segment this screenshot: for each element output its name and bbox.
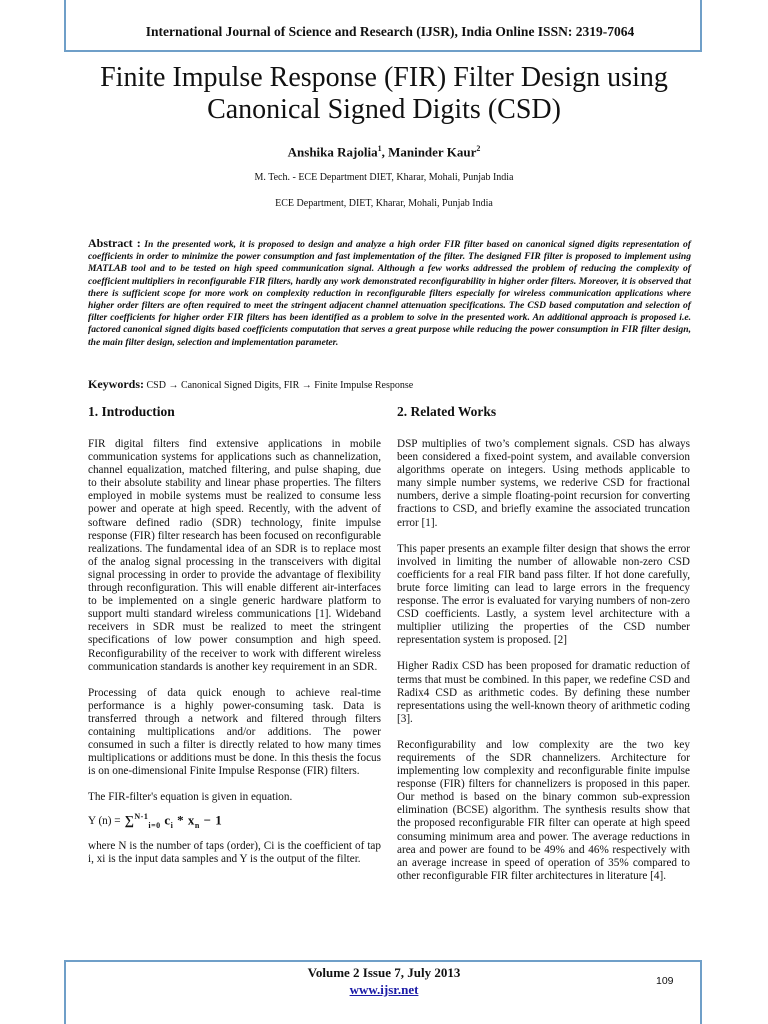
sum-symbol: ∑ [124,812,135,828]
journal-website-link[interactable]: www.ijsr.net [349,982,419,997]
equation-lhs: Y (n) = [88,815,121,828]
author-separator: , [381,144,389,160]
equation-formula [125,812,223,830]
related-paragraph-1: DSP multiplies of two’s complement signals. CSD has always been considered a fixed-point system, and available conversion algorithms operate on integers. Using methods applicable to many simple number systems, we rederive CSD for fractional numbers, derive a simple floating-point recursion for converting fractions to CSD, and briefly examine the associated truncation error [1]. [397,438,690,529]
title-line-2: Canonical Signed Digits (CSD) [207,94,561,125]
equation-times: * x [173,812,195,828]
keywords-text: CSD → Canonical Signed Digits, FIR → Finite Impulse Response [144,380,414,391]
intro-paragraph-3: The FIR-filter's equation is given in equation. [88,791,293,804]
equation-coef-index: i [170,821,174,831]
column-right [397,404,690,883]
related-paragraph-2: This paper presents an example filter design that shows the error involved in limiting the number of allowable non-zero CSD coefficients for a real FIR band pass filter. If hot done carefully, brute force limiting can lead to large errors in the frequency response. The error is evaluated for varying numbers of non-zero CSD coefficients. Lastly, a system level architecture with a multiplier utilizing the properties of the CSD number representation system is proposed. [2] [397,542,690,647]
equation-sample-index: n [194,821,200,831]
equation-coef: c [160,812,171,828]
affiliation-2: ECE Department, DIET, Kharar, Mohali, Punjab India [275,198,493,209]
footer-volume: Volume 2 Issue 7, July 2013 [307,965,461,980]
header-frame-right [700,0,702,52]
intro-paragraph-1: FIR digital filters find extensive applications in mobile communication systems for applications such as channelization, channel equalization, matched filtering, and pulse shaping, due to their absolute stability and linear phase properties. The filters employed in mobile systems must be realized to consume less power and operate at high speed. Recently, with the advent of software defined radio (SDR) technology, finite impulse response (FIR) filter research has been focused on reconfigurable realizations. The fundamental idea of an SDR is to replace most of the analog signal processing in the transceivers with digital signal processing in order to provide the advantage of flexibility through reconfiguration. This will enable different air-interfaces to be implemented on a single generic hardware platform to support multi standard wireless communications [1]. Wideband receivers in SDR must be realized to meet the stringent specifications of low power consumption and high speed. Reconfigurability of the receiver to work with different wireless communication standards is another key requirement in an SDR. [88,438,381,673]
author-list [84,144,684,160]
header-rule [64,50,702,52]
intro-paragraph-2: Processing of data quick enough to achieve real-time performance is a highly power-consuming task. Data is transferred through a network and filtered through filters containing multiplications and/or additions. The power consumed in such a filter is directly related to how many times multiplications or additions must be done. In this thesis the focus is on one-dimensional Finite Impulse Response (FIR) filters. [88,686,381,778]
keywords [88,377,691,392]
author-2: Maninder Kaur [388,144,477,160]
related-paragraph-3: Higher Radix CSD has been proposed for dramatic reduction of terms that must be combined. In this paper, we redefine CSD and Radix4 CSD as arithmetic codes. By defining these number representations using the well-known theory of arithmetic coding [3]. [397,660,690,725]
column-left [88,404,381,867]
affiliation-1: M. Tech. - ECE Department DIET, Kharar, Mohali, Punjab India [254,172,514,183]
page-number: 109 [656,975,674,987]
equation-tail: − 1 [199,812,223,828]
footer-rule [64,960,702,962]
intro-paragraph-4: where N is the number of taps (order), Ci is the coefficient of tap i, xi is the input data samples and Y is the output of the filter. [88,840,381,866]
footer-frame-right [700,960,702,1024]
title-line-1: Finite Impulse Response (FIR) Filter Design using [100,62,668,93]
paper-title [60,62,708,126]
keywords-label: Keywords: [88,377,144,391]
section-introduction-heading: 1. Introduction [88,404,175,419]
section-related-works-heading: 2. Related Works [397,404,497,419]
header-frame-left [64,0,66,52]
abstract-text: In the presented work, it is proposed to design and analyze a high order FIR filter based on canonical signed digits representation of coefficients in order to minimize the power consumption and fast implementation of the filter. The designed FIR filter is proposed to implement using MATLAB tool and to be tested on high speed communication signal. Although a few works addressed the problem of reducing the complexity of coefficient multipliers in reconfigurable FIR filters, hardly any work demonstrated reconfigurability in higher order filters. Moreover, it is observed that there is sufficient scope for more work on complexity reduction in reconfigurable filters especially for wireless communication applications where higher order filters are often required to meet the stringent adjacent channel attenuation specifications. The CSD based computation and selection of filter coefficients for higher order FIR filters has been identified as a problem to solve in the presented work. An additional approach is proposed i.e. factored canonical signed digits based coefficients computation that serves a great purpose while reducing the power consumption in FIR filter design, the main filter design, selection and implementation parameter. [88,239,691,348]
fir-equation [88,812,381,830]
sum-lower-limit: i=0 [148,821,161,831]
related-paragraph-4: Reconfigurability and low complexity are the two key requirements of the SDR channelizers. Architecture for implementing low complexity and reconfigurable finite impulse response (FIR) filters for channelizers is proposed in this paper. Our method is based on the binary common sub-expression elimination (BCSE) algorithm. The synthesis results show that the proposed reconfigurable FIR filter can operate at high speed consuming minimum area and power. The average reductions in area and power are found to be 49% and 46% respectively with an average increase in speed of operation of 35% compared to other reconfigurable FIR filter architectures in literature [4]. [397,738,690,882]
abstract-label: Abstract : [88,236,141,250]
footer-frame-left [64,960,66,1024]
abstract [88,237,691,349]
author-2-affil-mark: 2 [476,144,481,153]
author-1: Anshika Rajolia [287,144,378,160]
journal-header: International Journal of Science and Research (IJSR), India Online ISSN: 2319-7064 [145,24,635,39]
sum-upper-limit: N-1 [134,812,149,822]
author-1-affil-mark: 1 [377,144,382,153]
